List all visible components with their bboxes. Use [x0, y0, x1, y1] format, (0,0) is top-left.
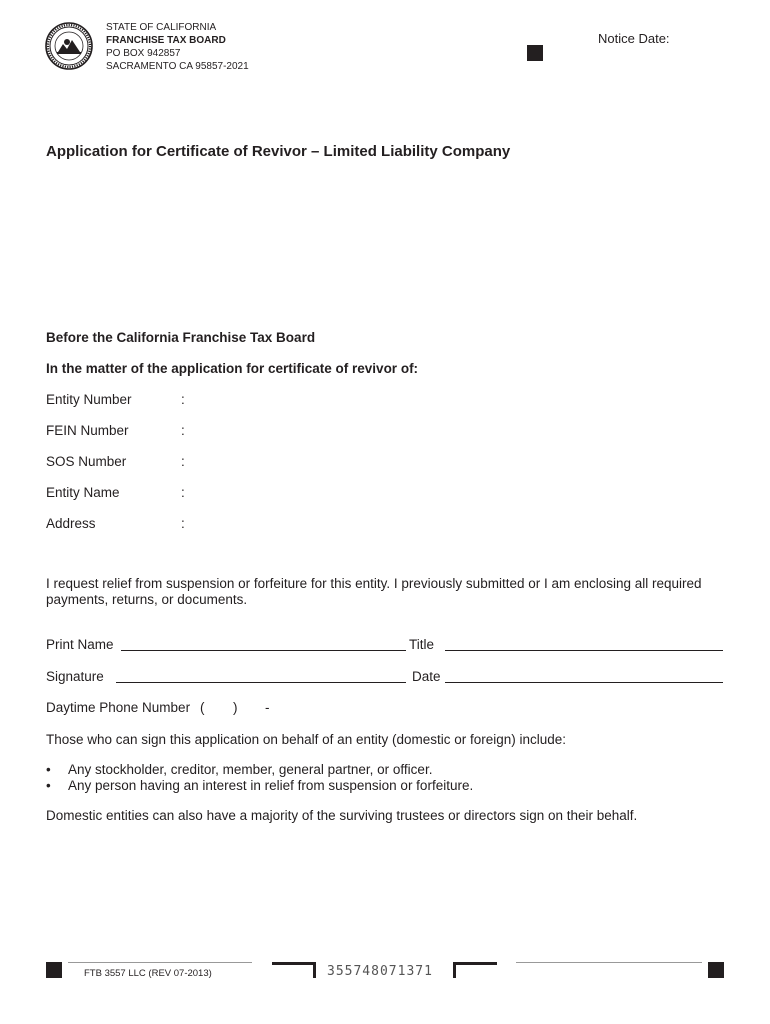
print-name-field[interactable]: [121, 650, 406, 651]
bullet-icon: •: [46, 762, 51, 777]
alignment-mark-bottom-left: [46, 962, 62, 978]
barcode-number: 355748071371: [327, 964, 433, 979]
before-heading: Before the California Franchise Tax Board: [46, 330, 316, 345]
date-field[interactable]: [445, 682, 723, 683]
address-colon: :: [181, 516, 185, 531]
domestic-note: Domestic entities can also have a majority of the surviving trustees or directors sign on their behalf.: [46, 808, 638, 823]
relief-paragraph: I request relief from suspension or forfeiture for this entity. I previously submitted or I am enclosing all required payments, returns, or documents.: [46, 576, 702, 607]
who-can-sign-text: Those who can sign this application on behalf of an entity (domestic or foreign) include:: [46, 732, 567, 747]
fein-number-colon: :: [181, 423, 185, 438]
sos-number-colon: :: [181, 454, 185, 469]
list-item: [46, 762, 473, 778]
fein-number-label: FEIN Number: [46, 423, 129, 438]
list-item: [46, 778, 473, 794]
phone-dash: -: [265, 700, 270, 715]
barcode-bracket-right-icon: [453, 962, 497, 978]
address-label: Address: [46, 516, 96, 531]
print-name-label: Print Name: [46, 637, 114, 652]
signer-list: [46, 762, 473, 794]
entity-name-label: Entity Name: [46, 485, 120, 500]
date-label: Date: [412, 669, 441, 684]
agency-name: FRANCHISE TAX BOARD: [106, 35, 226, 46]
notice-date-label: Notice Date:: [598, 31, 670, 46]
agency-po-box: PO BOX 942857: [106, 48, 181, 59]
matter-heading: In the matter of the application for certificate of revivor of:: [46, 361, 419, 376]
signature-field[interactable]: [116, 682, 406, 683]
phone-open-paren: (: [200, 700, 205, 715]
alignment-mark-bottom-right: [708, 962, 724, 978]
list-item-text: Any person having an interest in relief from suspension or forfeiture.: [68, 778, 474, 793]
agency-state: STATE OF CALIFORNIA: [106, 22, 217, 33]
entity-number-label: Entity Number: [46, 392, 132, 407]
sos-number-label: SOS Number: [46, 454, 127, 469]
daytime-phone-label: Daytime Phone Number: [46, 700, 191, 715]
title-field[interactable]: [445, 650, 723, 651]
list-item-text: Any stockholder, creditor, member, general partner, or officer.: [68, 762, 433, 777]
entity-number-colon: :: [181, 392, 185, 407]
entity-name-colon: :: [181, 485, 185, 500]
footer-rule-right: [516, 962, 702, 963]
agency-city: SACRAMENTO CA 95857-2021: [106, 61, 249, 72]
agency-address-block: [106, 21, 249, 73]
state-seal-icon: [45, 22, 93, 70]
form-title: Application for Certificate of Revivor – Limited Liability Company: [46, 143, 511, 160]
bullet-icon: •: [46, 778, 51, 793]
phone-close-paren: ): [233, 700, 238, 715]
signature-label: Signature: [46, 669, 104, 684]
footer-rule-left: [68, 962, 252, 963]
barcode-bracket-left-icon: [272, 962, 316, 978]
title-label: Title: [409, 637, 435, 652]
alignment-mark-top: [527, 45, 543, 61]
form-code: FTB 3557 LLC (REV 07-2013): [84, 968, 212, 979]
